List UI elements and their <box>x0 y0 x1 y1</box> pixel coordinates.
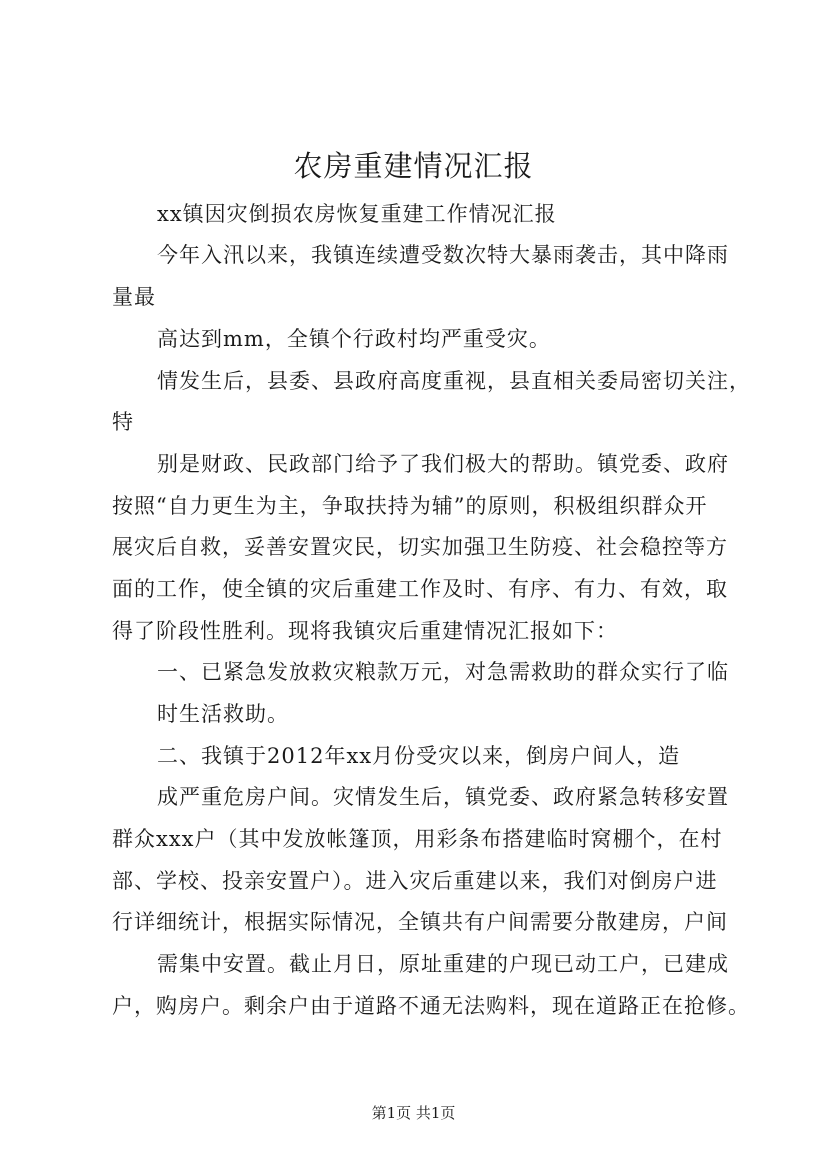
paragraph-line: 别是财政、民政部门给予了我们极大的帮助。镇党委、政府 <box>157 452 729 476</box>
paragraph-line: 量最 <box>112 285 156 309</box>
paragraph-line: 今年入汛以来，我镇连续遭受数次特大暴雨袭击，其中降雨 <box>157 243 729 267</box>
paragraph-line: 情发生后，县委、县政府高度重视，县直相关委局密切关注， <box>157 369 751 393</box>
page-footer: 第1页 共1页 <box>371 1104 456 1122</box>
subtitle-line: xx镇因灾倒损农房恢复重建工作情况汇报 <box>157 202 557 226</box>
paragraph-line: 高达到mm，全镇个行政村均严重受灾。 <box>157 327 551 351</box>
paragraph-line: 特 <box>112 410 134 434</box>
paragraph-line: 一、已紧急发放救灾粮款万元，对急需救助的群众实行了临 <box>157 660 729 684</box>
paragraph-line: 面的工作，使全镇的灾后重建工作及时、有序、有力、有效，取 <box>112 577 728 601</box>
paragraph-line: 按照“自力更生为主，争取扶持为辅”的原则，积极组织群众开 <box>112 494 708 518</box>
paragraph-line: 部、学校、投亲安置户）。进入灾后重建以来，我们对倒房户进 <box>112 869 718 893</box>
paragraph-line: 需集中安置。截止月日，原址重建的户现已动工户，已建成 <box>157 952 729 976</box>
paragraph-line: 时生活救助。 <box>157 702 289 726</box>
paragraph-line: 群众xxx户（其中发放帐篷顶，用彩条布搭建临时窝棚个，在村 <box>112 827 723 851</box>
paragraph-line: 户，购房户。剩余户由于道路不通无法购料，现在道路正在抢修。 <box>112 994 750 1018</box>
paragraph-line: 展灾后自救，妥善安置灾民，切实加强卫生防疫、社会稳控等方 <box>112 535 728 559</box>
paragraph-line: 行详细统计，根据实际情况，全镇共有户间需要分散建房，户间 <box>112 910 728 934</box>
document-title: 农房重建情况汇报 <box>293 149 534 183</box>
paragraph-line: 成严重危房户间。灾情发生后，镇党委、政府紧急转移安置 <box>157 785 729 809</box>
paragraph-line: 得了阶段性胜利。现将我镇灾后重建情况汇报如下： <box>112 619 618 643</box>
paragraph-line: 二、我镇于2012年xx月份受灾以来，倒房户间人，造 <box>157 744 681 768</box>
